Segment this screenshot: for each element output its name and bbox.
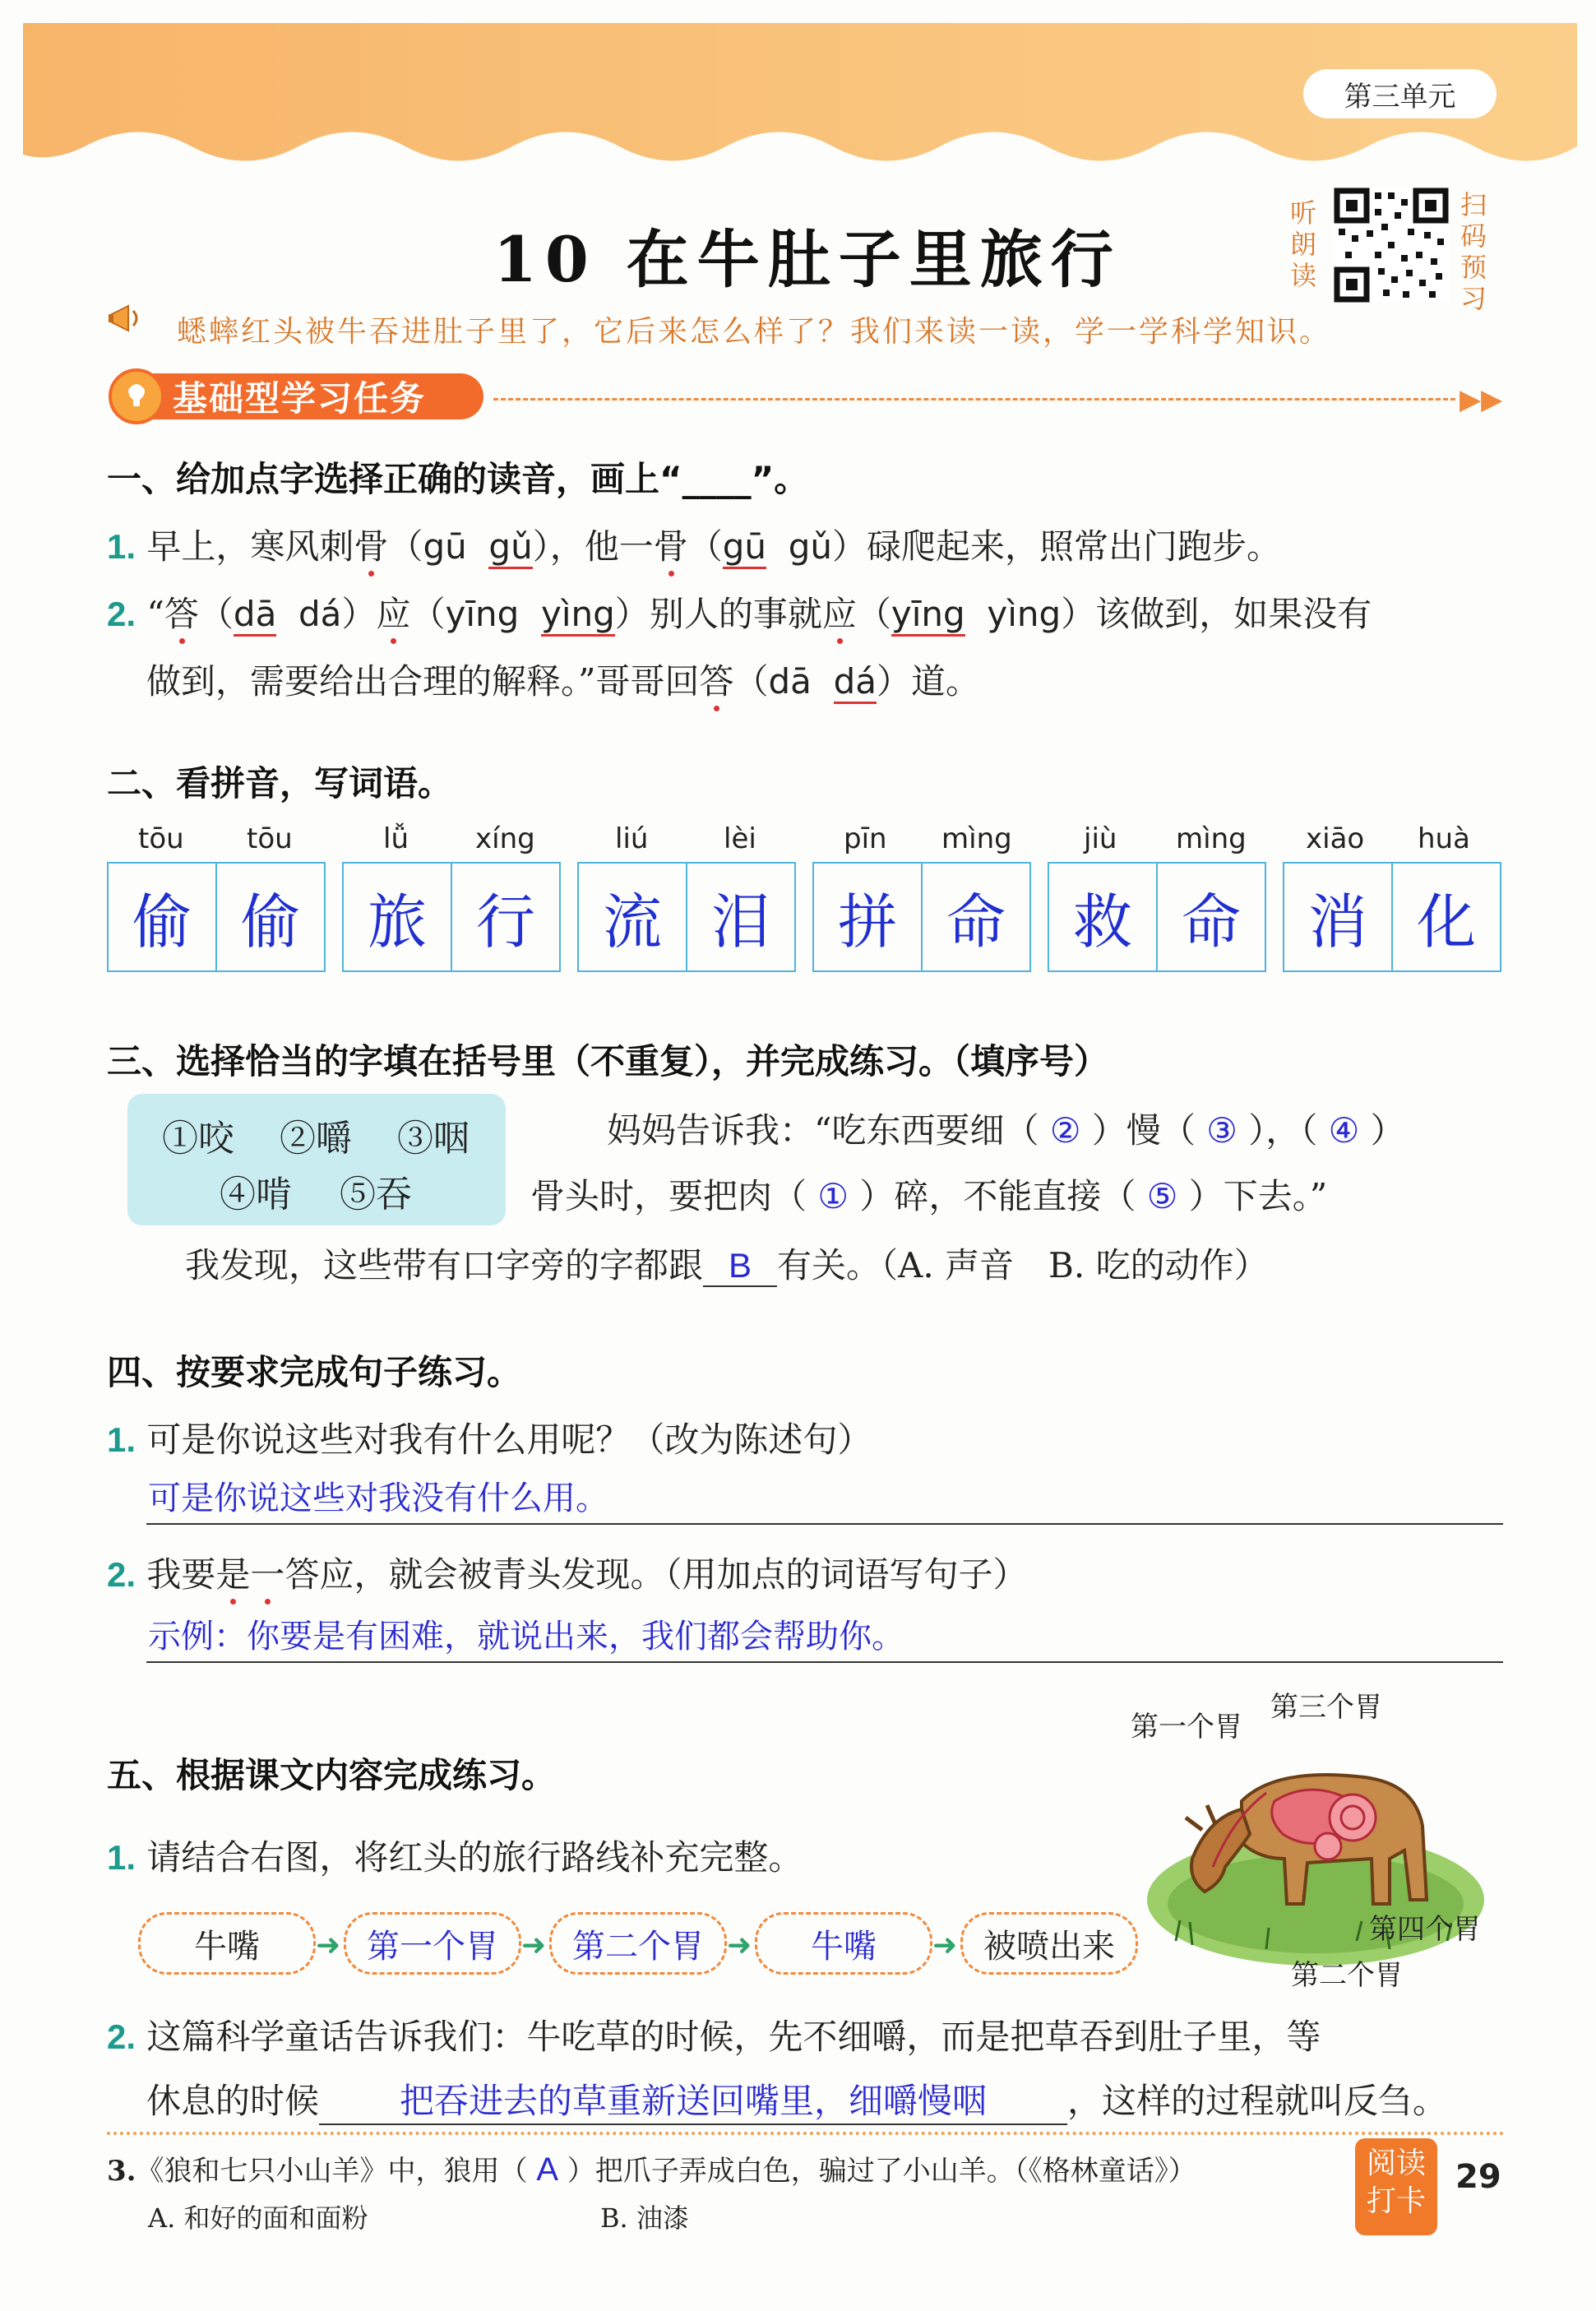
- word-box-cell[interactable]: 流: [602, 887, 662, 956]
- arrow-right-icon: ➜: [521, 1929, 547, 1962]
- question-number: 3.: [107, 2155, 136, 2188]
- answer-fill[interactable]: ⑤: [1146, 1177, 1178, 1216]
- dotted-char: 骨: [354, 526, 389, 567]
- answer-line: [146, 1661, 1503, 1663]
- reading-checkin-badge[interactable]: 阅读打卡: [1355, 2138, 1437, 2235]
- word-box: [107, 862, 326, 972]
- pinyin-option-selected: dā: [234, 594, 276, 637]
- stomach-label: 第一个胃: [1131, 1711, 1242, 1744]
- s3-line2: [530, 1169, 1327, 1219]
- pinyin-option: yìng: [987, 594, 1062, 634]
- route-step-answer[interactable]: 第二个胃: [549, 1912, 727, 1975]
- pinyin-option: yīng: [445, 594, 520, 634]
- char-option: ②嚼: [280, 1118, 352, 1160]
- answer-line: [146, 1523, 1503, 1525]
- pinyin-option-selected: yīng: [891, 594, 965, 637]
- word-box-cell[interactable]: 偷: [132, 887, 192, 956]
- stomach-label: 第二个胃: [1291, 1959, 1403, 1992]
- word-box-cell[interactable]: 命: [1156, 864, 1265, 970]
- s4-q1-answer[interactable]: 可是你说这些对我没有什么用。: [148, 1480, 608, 1517]
- s1-q1: 1. 早上，寒风刺骨（gū gǔ），他一骨（gū gǔ）碌爬起来，照常出门跑步。: [107, 520, 1281, 569]
- question-number: 2.: [107, 1555, 136, 1594]
- s4-q2: [107, 1548, 1027, 1597]
- dotted-char: 答: [699, 661, 734, 702]
- s4-q2-text: 答应，就会被青头发现。（用加点的词语写句子）: [285, 1554, 1028, 1595]
- footer-divider: [107, 2132, 1505, 2135]
- s1-q2-text2: 别人的事就: [649, 594, 822, 634]
- s3-line3: [185, 1239, 1269, 1288]
- pinyin-label: xíng: [475, 822, 535, 855]
- lesson-title: [493, 210, 1122, 299]
- word-box: [812, 862, 1031, 972]
- footer-q3: [107, 2148, 1196, 2188]
- pinyin-option: gǔ: [788, 526, 833, 567]
- character-options-box: [127, 1094, 506, 1225]
- question-number: 2.: [107, 2017, 136, 2056]
- s5-q2-line2: [146, 2074, 1447, 2125]
- s5-q2-text: 休息的时候: [146, 2081, 320, 2121]
- s4-q1-text: 可是你说这些对我有什么用呢？（改为陈述句）: [146, 1419, 872, 1460]
- footer-q3-text: 《狼和七只小山羊》中，狼用（: [136, 2155, 528, 2188]
- pinyin-option-selected: gǔ: [488, 526, 532, 569]
- word-box: [1283, 862, 1501, 972]
- word-box-cell[interactable]: 救: [1072, 887, 1132, 956]
- s1-q2-text4: 做到，需要给出合理的解释。”哥哥回: [146, 661, 700, 702]
- word-box-cell[interactable]: 泪: [686, 864, 794, 970]
- task-type: 基础型: [173, 378, 282, 419]
- s5-q2-text: 这篇科学童话告诉我们：牛吃草的时候，先不细嚼，而是把草吞到肚子里，等: [146, 2017, 1321, 2057]
- route-step-answer[interactable]: 第一个胃: [344, 1912, 521, 1975]
- unit-badge: 第三单元: [1303, 69, 1497, 118]
- section-5-title: 五、根据课文内容完成练习。: [107, 1755, 557, 1795]
- scan-preview-label: 扫码预习: [1460, 189, 1487, 314]
- footer-option-a: A. 和好的面和面粉: [148, 2202, 368, 2234]
- listen-label: 听朗读: [1289, 197, 1316, 291]
- pinyin-option: dá: [298, 594, 342, 634]
- word-box-cell[interactable]: 拼: [837, 887, 897, 956]
- lesson-name: 在牛肚子里旅行: [626, 223, 1122, 296]
- double-arrow-icon: ▶▶: [1460, 383, 1503, 416]
- answer-fill[interactable]: ①: [817, 1177, 849, 1216]
- stomach-label: 第三个胃: [1270, 1691, 1382, 1724]
- section-3-title: 三、选择恰当的字填在括号里（不重复），并完成练习。（填序号）: [107, 1041, 1109, 1081]
- s1-q2-text3: 该做到，如果没有: [1095, 594, 1372, 634]
- section-4-title: 四、按要求完成句子练习。: [107, 1352, 522, 1392]
- pinyin-label: jiù: [1084, 822, 1117, 855]
- s1-q2-text5: 道。: [911, 661, 981, 702]
- s3-line1: [607, 1104, 1405, 1153]
- footer-q3-text: ）把爪子弄成白色，骗过了小山羊。（《格林童话》）: [567, 2155, 1196, 2188]
- char-option: ⑤吞: [340, 1174, 412, 1216]
- question-number: 1.: [107, 527, 136, 566]
- answer-fill[interactable]: ③: [1206, 1111, 1237, 1150]
- s1-q1-text2: ，他一: [549, 526, 654, 567]
- s3-text: ）碎，不能直接（: [859, 1176, 1136, 1216]
- dotted-char: 应: [376, 594, 411, 634]
- char-option: ③咽: [397, 1118, 470, 1160]
- word-box-cell[interactable]: 偷: [215, 864, 324, 970]
- s1-q1-text3: 碌爬起来，照常出门跑步。: [867, 526, 1282, 567]
- answer-blank[interactable]: 把吞进去的草重新送回嘴里，细嚼慢咽: [319, 2074, 1067, 2125]
- word-box-cell[interactable]: 旅: [367, 887, 427, 956]
- char-option: ④啃: [220, 1174, 292, 1216]
- task-name: 学习任务: [281, 378, 427, 419]
- pinyin-label: xiāo: [1306, 822, 1365, 855]
- s5-q2-text: ，这样的过程就叫反刍。: [1067, 2081, 1448, 2121]
- lesson-intro: 蟋蟀红头被牛吞进肚子里了，它后来怎么样了？我们来读一读，学一学科学知识。: [177, 315, 1332, 349]
- word-box: [1048, 862, 1266, 972]
- question-number: 1.: [107, 1420, 136, 1459]
- question-number: 1.: [107, 1838, 136, 1877]
- route-step-answer[interactable]: 牛嘴: [755, 1912, 932, 1975]
- word-box: [577, 862, 796, 972]
- s3-text: 我发现，这些带有口字旁的字都跟: [185, 1245, 704, 1285]
- dotted-char: 骨: [653, 526, 688, 567]
- qr-code-icon[interactable]: [1334, 188, 1449, 303]
- pinyin-option-selected: yìng: [541, 594, 615, 637]
- word-box-cell[interactable]: 消: [1307, 887, 1367, 956]
- dotted-char: 答: [164, 594, 199, 634]
- section-2-title: 二、看拼音，写词语。: [107, 763, 453, 804]
- dotted-char: 应: [821, 594, 857, 634]
- answer-fill[interactable]: A: [536, 2151, 558, 2188]
- pinyin-label: pīn: [844, 822, 887, 855]
- pinyin-option-selected: gū: [723, 526, 766, 569]
- pinyin-label: lǚ: [383, 822, 409, 855]
- s3-text: 有关。（A. 声音 B. 吃的动作）: [777, 1245, 1269, 1285]
- s3-text: ）下去。”: [1188, 1176, 1328, 1216]
- pinyin-label: mìng: [1176, 822, 1247, 855]
- answer-fill[interactable]: ②: [1049, 1111, 1081, 1150]
- pinyin-label: tōu: [247, 822, 293, 855]
- stomach-label: 第四个胃: [1369, 1913, 1481, 1946]
- s3-text: ）慢（: [1091, 1110, 1196, 1151]
- pinyin-option-selected: dá: [834, 661, 877, 704]
- s3-text: ）: [1370, 1110, 1405, 1151]
- s3-text: 骨头时，要把肉（: [530, 1176, 807, 1216]
- arrow-right-icon: ➜: [932, 1929, 958, 1962]
- word-box-cell[interactable]: 化: [1391, 864, 1500, 970]
- page-number: 29: [1455, 2158, 1501, 2196]
- s1-q2: 2. “答（dā dá）应（yīng yìng）别人的事就应（yīng yìng）该做到，如果没有: [107, 587, 1372, 637]
- lesson-number: 10: [493, 223, 597, 296]
- s1-q2-text1: “: [146, 594, 164, 634]
- pinyin-option: dā: [768, 661, 812, 702]
- char-option: ①咬: [162, 1118, 234, 1160]
- s3-text: ），（: [1248, 1110, 1318, 1151]
- dotted-char: 是: [215, 1554, 251, 1595]
- s5-q2: [107, 2010, 1321, 2059]
- s1-q2-line2: 做到，需要给出合理的解释。”哥哥回答（dā dá）道。: [146, 655, 980, 704]
- s4-q2-text: 我要: [146, 1554, 216, 1595]
- word-box-cell[interactable]: 行: [451, 864, 559, 970]
- answer-blank[interactable]: B: [703, 1246, 777, 1287]
- dotted-char: 一: [250, 1554, 285, 1595]
- arrow-right-icon: ➜: [316, 1929, 341, 1962]
- question-number: 2.: [107, 595, 136, 633]
- s5-q1-text: 请结合右图，将红头的旅行路线补充完整。: [146, 1837, 803, 1878]
- s4-q1: [107, 1413, 872, 1462]
- section-1-title: 一、给加点字选择正确的读音，画上“____”。: [107, 459, 809, 499]
- route-step: 牛嘴: [138, 1912, 316, 1975]
- pinyin-label: liú: [615, 822, 649, 855]
- s4-q2-answer[interactable]: 示例：你要是有困难，就说出来，我们都会帮助你。: [148, 1619, 904, 1655]
- route-step: 被喷出来: [960, 1912, 1138, 1975]
- s5-q1: [107, 1831, 803, 1880]
- footer-option-b: B. 油漆: [600, 2202, 689, 2234]
- s1-q1-text1: 早上，寒风刺: [146, 526, 354, 567]
- arrow-right-icon: ➜: [727, 1929, 752, 1962]
- s3-text: 妈妈告诉我：“吃东西要细（: [607, 1110, 1039, 1151]
- pinyin-label: huà: [1418, 822, 1470, 855]
- pinyin-option: gū: [423, 526, 467, 567]
- task-banner-title: [173, 372, 426, 421]
- answer-fill[interactable]: ④: [1328, 1111, 1360, 1150]
- pinyin-label: mìng: [941, 822, 1012, 855]
- word-box-cell[interactable]: 命: [921, 864, 1029, 970]
- pinyin-label: lèi: [724, 822, 756, 855]
- word-box: [342, 862, 561, 972]
- task-divider: [493, 398, 1455, 401]
- pinyin-label: tōu: [138, 822, 184, 855]
- megaphone-icon: [107, 298, 148, 339]
